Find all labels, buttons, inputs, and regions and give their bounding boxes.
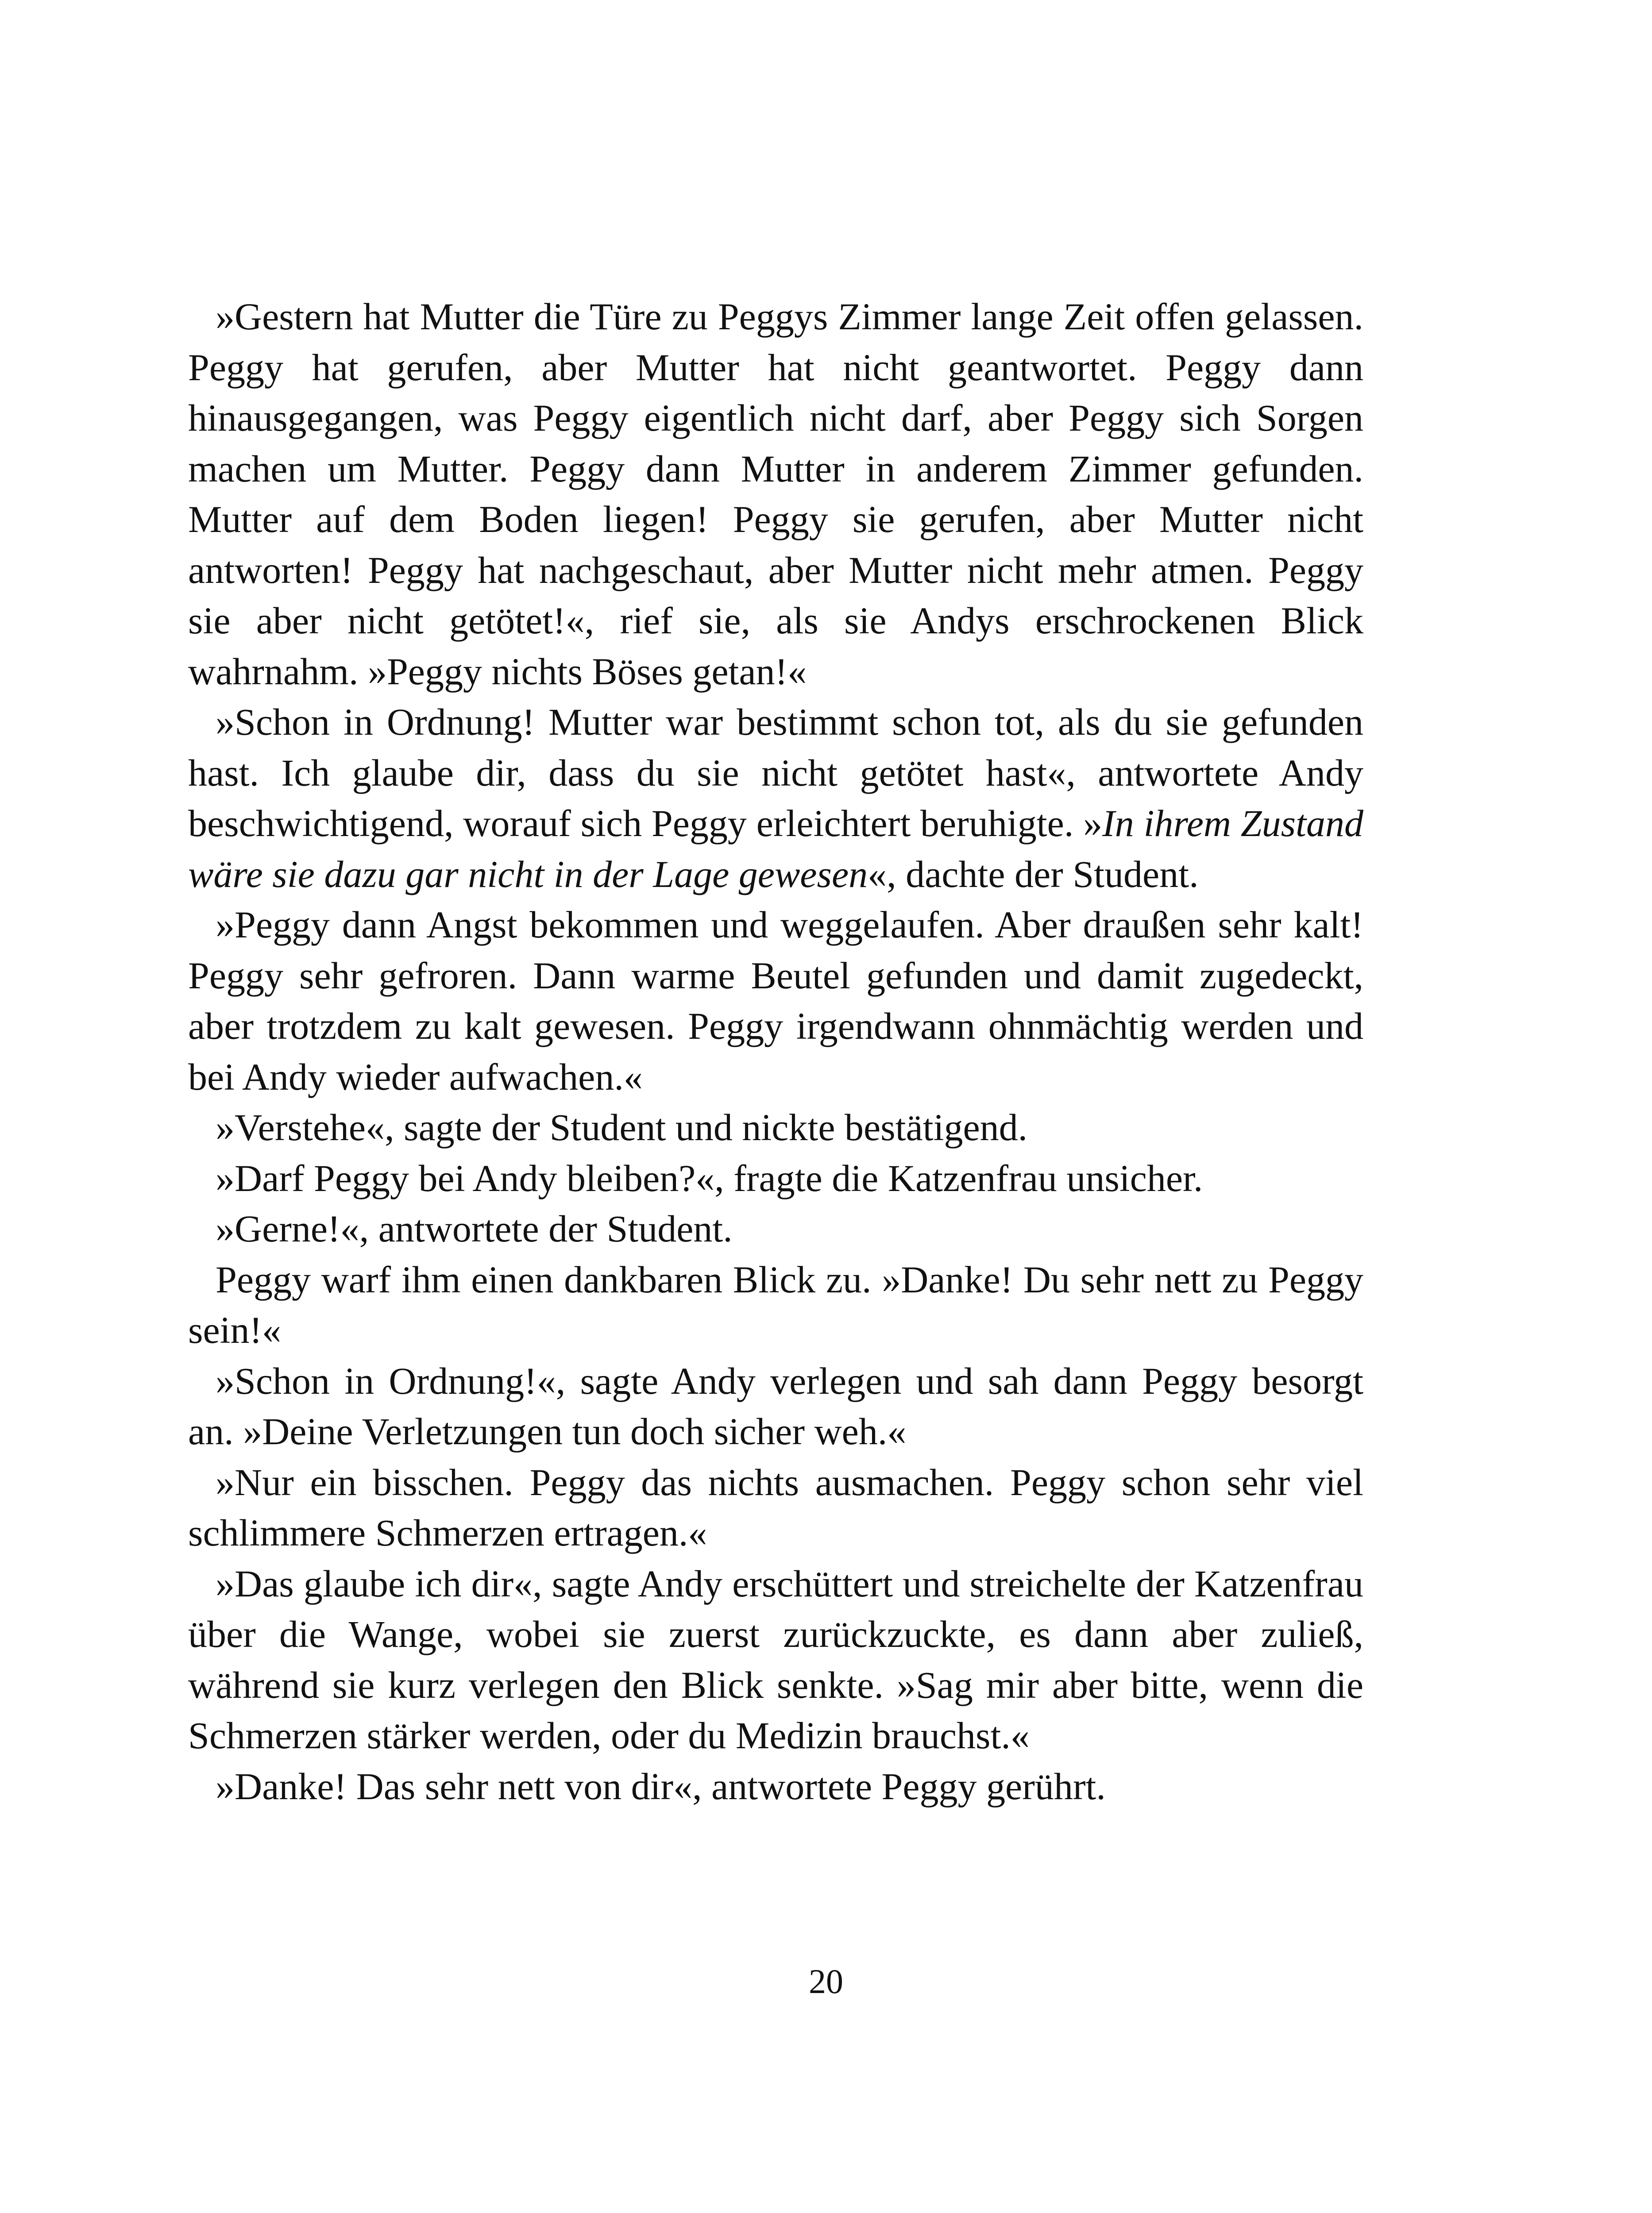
paragraph bbox=[188, 1761, 1363, 1812]
italic-thought-fragment: In ihrem Zustand wäre sie dazu gar nicht in der Lage gewesen bbox=[188, 802, 1363, 895]
paragraph bbox=[188, 291, 1363, 697]
text-fragment: »Verstehe«, sagte der Student und nickte bestätigend. bbox=[216, 1106, 1028, 1149]
text-fragment: Peggy warf ihm einen dankbaren Blick zu. »Danke! Du sehr nett zu Peggy sein!« bbox=[188, 1258, 1363, 1351]
text-fragment: »Das glaube ich dir«, sagte Andy erschüttert und streichelte der Katzenfrau über die Wange, wobei sie zuerst zurückzuckte, es dann aber zuließ, während sie kurz verlegen den Blick senkte. »Sag mir aber bitte, wenn die Schmerzen stärker werden, oder du Medizin brauchst.« bbox=[188, 1562, 1363, 1757]
text-fragment: »Gestern hat Mutter die Türe zu Peggys Zimmer lange Zeit offen gelassen. Peggy hat gerufen, aber Mutter hat nicht geantwortet. Peggy dann hinausgegangen, was Peggy eigentlich nicht darf, aber Peggy sich Sorgen machen um Mutter. Peggy dann Mutter in anderem Zimmer gefunden. Mutter auf dem Boden liegen! Peggy sie gerufen, aber Mutter nicht antworten! Peggy hat nachgeschaut, aber Mutter nicht mehr atmen. Peggy sie aber nicht getötet!«, rief sie, als sie Andys erschrockenen Blick wahrnahm. »Peggy nichts Böses getan!« bbox=[188, 295, 1363, 693]
text-fragment: »Gerne!«, antwortete der Student. bbox=[216, 1207, 733, 1250]
paragraph bbox=[188, 1203, 1363, 1254]
page-number: 20 bbox=[809, 1962, 843, 2001]
paragraph bbox=[188, 1558, 1363, 1761]
text-fragment: »Darf Peggy bei Andy bleiben?«, fragte die Katzenfrau unsicher. bbox=[216, 1157, 1203, 1199]
paragraph bbox=[188, 899, 1363, 1102]
paragraph bbox=[188, 1254, 1363, 1356]
text-fragment: »Schon in Ordnung! Mutter war bestimmt schon tot, als du sie gefunden hast. Ich glaube dir, dass du sie nicht getötet hast«, antwortete Andy beschwichtigend, worauf sich Peggy erleichtert beruhigte. » bbox=[188, 701, 1363, 844]
text-fragment: «, dachte der Student. bbox=[868, 852, 1199, 895]
paragraph bbox=[188, 1457, 1363, 1558]
paragraph bbox=[188, 1153, 1363, 1204]
text-fragment: »Peggy dann Angst bekommen und weggelaufen. Aber draußen sehr kalt! Peggy sehr gefroren. Dann warme Beutel gefunden und damit zugedeckt, aber trotzdem zu kalt gewesen. Peggy irgendwann ohnmächtig werden und bei Andy wieder aufwachen.« bbox=[188, 903, 1363, 1098]
text-fragment: »Schon in Ordnung!«, sagte Andy verlegen und sah dann Peggy besorgt an. »Deine Verletzungen tun doch sicher weh.« bbox=[188, 1359, 1363, 1453]
text-fragment: »Nur ein bisschen. Peggy das nichts ausmachen. Peggy schon sehr viel schlimmere Schmerzen ertragen.« bbox=[188, 1461, 1363, 1554]
paragraph bbox=[188, 1102, 1363, 1153]
text-fragment: »Danke! Das sehr nett von dir«, antwortete Peggy gerührt. bbox=[216, 1765, 1106, 1808]
paragraph bbox=[188, 697, 1363, 899]
paragraph bbox=[188, 1356, 1363, 1457]
body-text bbox=[188, 291, 1363, 1812]
